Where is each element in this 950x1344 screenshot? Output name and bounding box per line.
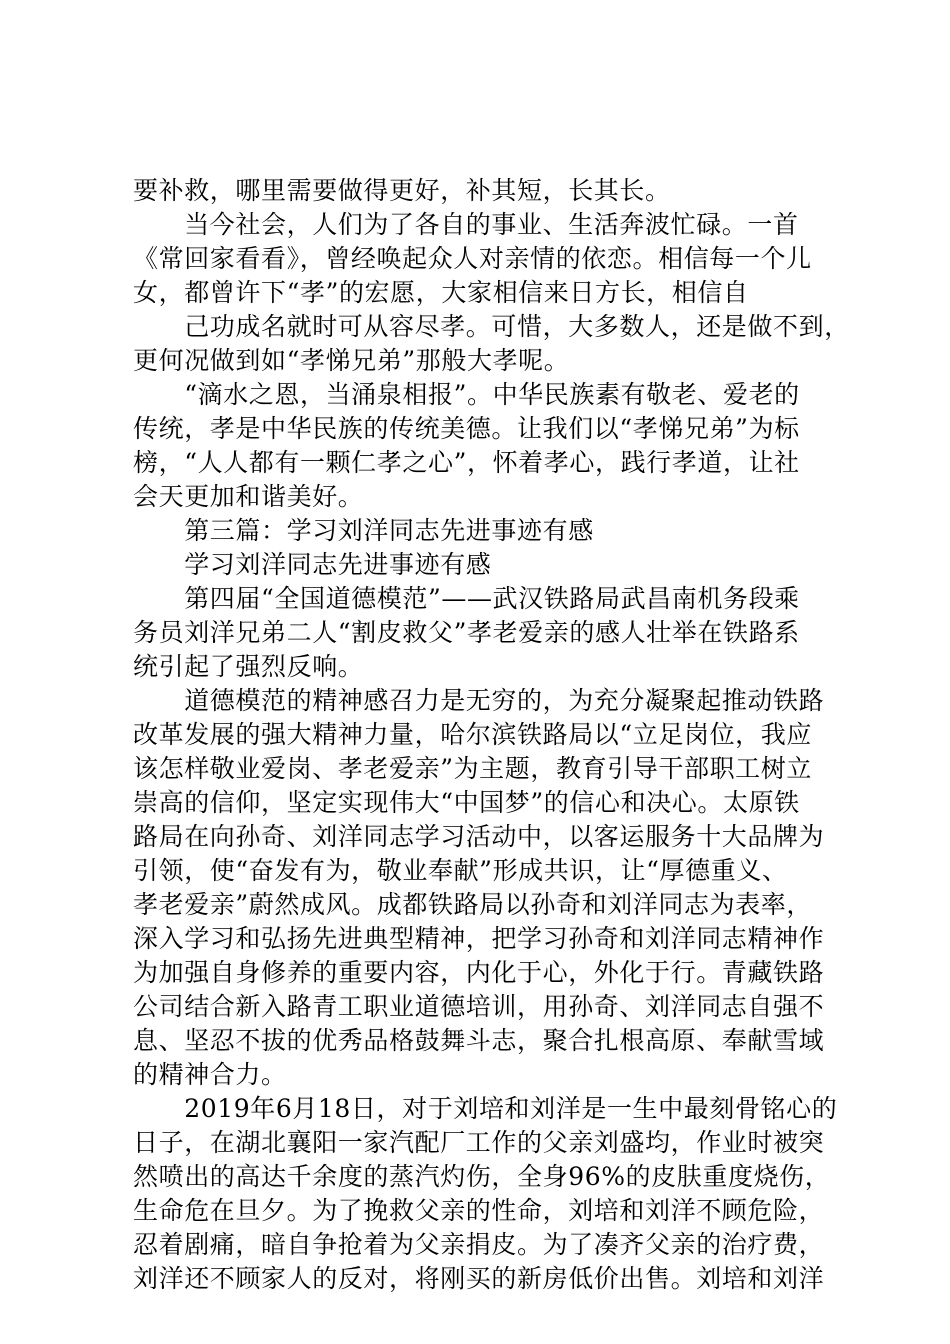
text-line: 刘洋还不顾家人的反对，将刚买的新房低价出售。刘培和刘洋 [133,1264,825,1293]
text-line: 为加强自身修养的重要内容，内化于心，外化于行。青藏铁路 [133,958,825,987]
text-line: 第四届“全国道德模范”——武汉铁路局武昌南机务段乘 [133,584,800,613]
text-line: 崇高的信仰，坚定实现伟大“中国梦”的信心和决心。太原铁 [133,788,800,817]
text-line: 该怎样敬业爱岗、孝老爱亲”为主题，教育引导干部职工树立 [133,754,812,783]
text-line: 的精神合力。 [133,1060,287,1089]
text-line: 忍着剧痛，暗自争抢着为父亲捐皮。为了凑齐父亲的治疗费， [133,1230,825,1259]
text-line: 会天更加和谐美好。 [133,482,364,511]
text-line: 传统，孝是中华民族的传统美德。让我们以“孝悌兄弟”为标 [133,414,800,443]
article-title: 学习刘洋同志先进事迹有感 [133,550,492,579]
text-line: 2019年6月18日，对于刘培和刘洋是一生中最刻骨铭心的 [133,1094,838,1123]
text-line: 孝老爱亲”蔚然成风。成都铁路局以孙奇和刘洋同志为表率， [133,890,812,919]
text-line: 生命危在旦夕。为了挽救父亲的性命，刘培和刘洋不顾危险， [133,1196,825,1225]
text-line: 息、坚忍不拔的优秀品格鼓舞斗志，聚合扎根高原、奉献雪域 [133,1026,825,1055]
text-line: 深入学习和弘扬先进典型精神，把学习孙奇和刘洋同志精神作 [133,924,825,953]
text-line: 女，都曾许下“孝”的宏愿，大家相信来日方长，相信自 [133,278,749,307]
text-line: “滴水之恩，当涌泉相报”。中华民族素有敬老、爱老的 [133,380,800,409]
text-line: 公司结合新入路青工职业道德培训，用孙奇、刘洋同志自强不 [133,992,825,1021]
text-line: 改革发展的强大精神力量，哈尔滨铁路局以“立足岗位，我应 [133,720,812,749]
text-line: 务员刘洋兄弟二人“割皮救父”孝老爱亲的感人壮举在铁路系 [133,618,800,647]
text-line: 榜，“人人都有一颗仁孝之心”，怀着孝心，践行孝道，让社 [133,448,800,477]
section-heading: 第三篇：学习刘洋同志先进事迹有感 [133,516,594,545]
text-line: 要补救，哪里需要做得更好，补其短，长其长。 [133,176,671,205]
text-line: 《常回家看看》，曾经唤起众人对亲情的依恋。相信每一个儿 [133,244,812,273]
text-line: 日子，在湖北襄阳一家汽配厂工作的父亲刘盛均，作业时被突 [133,1128,825,1157]
text-line: 道德模范的精神感召力是无穷的，为充分凝聚起推动铁路 [133,686,825,715]
text-line: 路局在向孙奇、刘洋同志学习活动中，以客运服务十大品牌为 [133,822,825,851]
text-line: 更何况做到如“孝悌兄弟”那般大孝呢。 [133,346,570,375]
text-line: 引领，使“奋发有为，敬业奉献”形成共识，让“厚德重义、 [133,856,788,885]
text-line: 统引起了强烈反响。 [133,652,364,681]
text-line: 己功成名就时可从容尽孝。可惜，大多数人，还是做不到， [133,312,850,341]
text-line: 当今社会，人们为了各自的事业、生活奔波忙碌。一首 [133,210,799,239]
text-line: 然喷出的高达千余度的蒸汽灼伤，全身96%的皮肤重度烧伤， [133,1162,831,1191]
